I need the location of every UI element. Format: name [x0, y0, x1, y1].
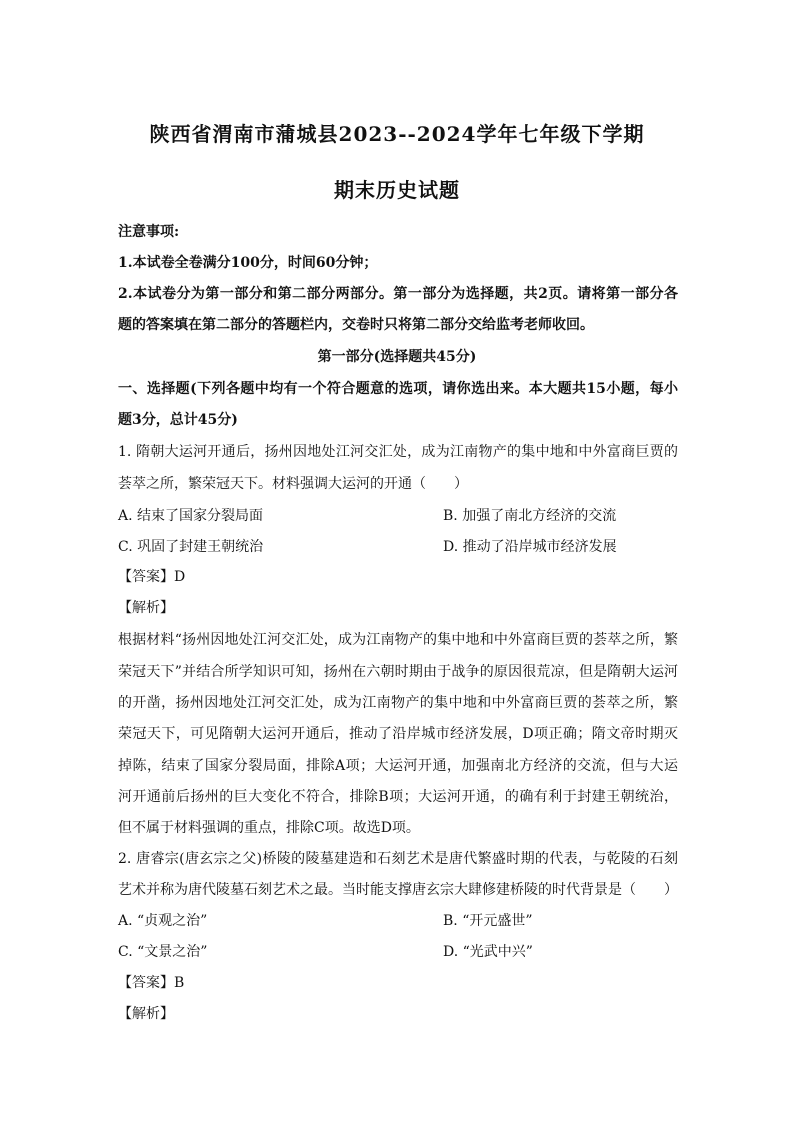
q1-option-a: A. 结束了国家分裂局面	[118, 508, 264, 524]
q1-analysis-line: 荣冠天下，可见隋朝大运河开通后，推动了沿岸城市经济发展，D项正确；隋文帝时期灭	[118, 726, 678, 742]
q2-option-b: B. “开元盛世”	[443, 913, 533, 929]
q1-analysis-line: 河开通前后扬州的巨大变化不符合，排除B项；大运河开通，的确有利于封建王朝统治，	[118, 789, 678, 805]
q1-option-d: D. 推动了沿岸城市经济发展	[443, 539, 617, 555]
q1-analysis-line: 掉陈，结束了国家分裂局面，排除A项；大运河开通，加强南北方经济的交流，但与大运	[118, 758, 678, 774]
exam-title-line1: 陕西省渭南市蒲城县2023--2024学年七年级下学期	[149, 122, 645, 146]
q2-analysis-label: 【解析】	[118, 1006, 174, 1022]
q1-answer: 【答案】D	[118, 569, 186, 585]
notice-item-1: 1.本试卷全卷满分100分，时间60分钟；	[118, 255, 378, 271]
q1-analysis-line: 荣冠天下”并结合所学知识可知，扬州在六朝时期由于战争的原因很荒凉，但是隋朝大运河	[118, 664, 678, 680]
q1-analysis-label: 【解析】	[118, 600, 174, 616]
exam-title-line2: 期末历史试题	[334, 178, 460, 202]
q1-analysis-line: 的开凿，扬州因地处江河交汇处，成为江南物产的集中地和中外富商巨贾的荟萃之所，繁	[118, 695, 678, 711]
notice-item-2-line1: 2.本试卷分为第一部分和第二部分两部分。第一部分为选择题，共2页。请将第一部分各	[118, 286, 678, 302]
part1-heading: 第一部分(选择题共45分)	[317, 349, 477, 365]
q1-analysis-line: 但不属于材料强调的重点，排除C项。故选D项。	[118, 820, 420, 836]
section-instructions-line1: 一、选择题(下列各题中均有一个符合题意的选项，请你选出来。本大题共15小题，每小	[118, 381, 678, 397]
q1-stem-line1: 1. 隋朝大运河开通后，扬州因地处江河交汇处，成为江南物产的集中地和中外富商巨贾的	[118, 444, 678, 460]
notice-heading: 注意事项:	[118, 224, 180, 240]
q1-stem-line2: 荟萃之所，繁荣冠天下。材料强调大运河的开通（ ）	[118, 476, 468, 492]
q2-stem-line2: 艺术并称为唐代陵墓石刻艺术之最。当时能支撑唐玄宗大肆修建桥陵的时代背景是（ ）	[118, 882, 678, 898]
q1-option-b: B. 加强了南北方经济的交流	[443, 508, 617, 524]
q2-option-c: C. “文景之治”	[118, 944, 208, 960]
q2-option-a: A. “贞观之治”	[118, 913, 208, 929]
q1-option-c: C. 巩固了封建王朝统治	[118, 539, 264, 555]
section-instructions-line2: 题3分，总计45分)	[118, 412, 238, 428]
q2-stem-line1: 2. 唐睿宗(唐玄宗之父)桥陵的陵墓建造和石刻艺术是唐代繁盛时期的代表，与乾陵的石刻	[118, 851, 678, 867]
q2-answer: 【答案】B	[118, 975, 185, 991]
q2-option-d: D. “光武中兴”	[443, 944, 533, 960]
q1-analysis-line: 根据材料“扬州因地处江河交汇处，成为江南物产的集中地和中外富商巨贾的荟萃之所，繁	[118, 632, 678, 648]
notice-item-2-line2: 题的答案填在第二部分的答题栏内，交卷时只将第二部分交给监考老师收回。	[118, 317, 594, 333]
